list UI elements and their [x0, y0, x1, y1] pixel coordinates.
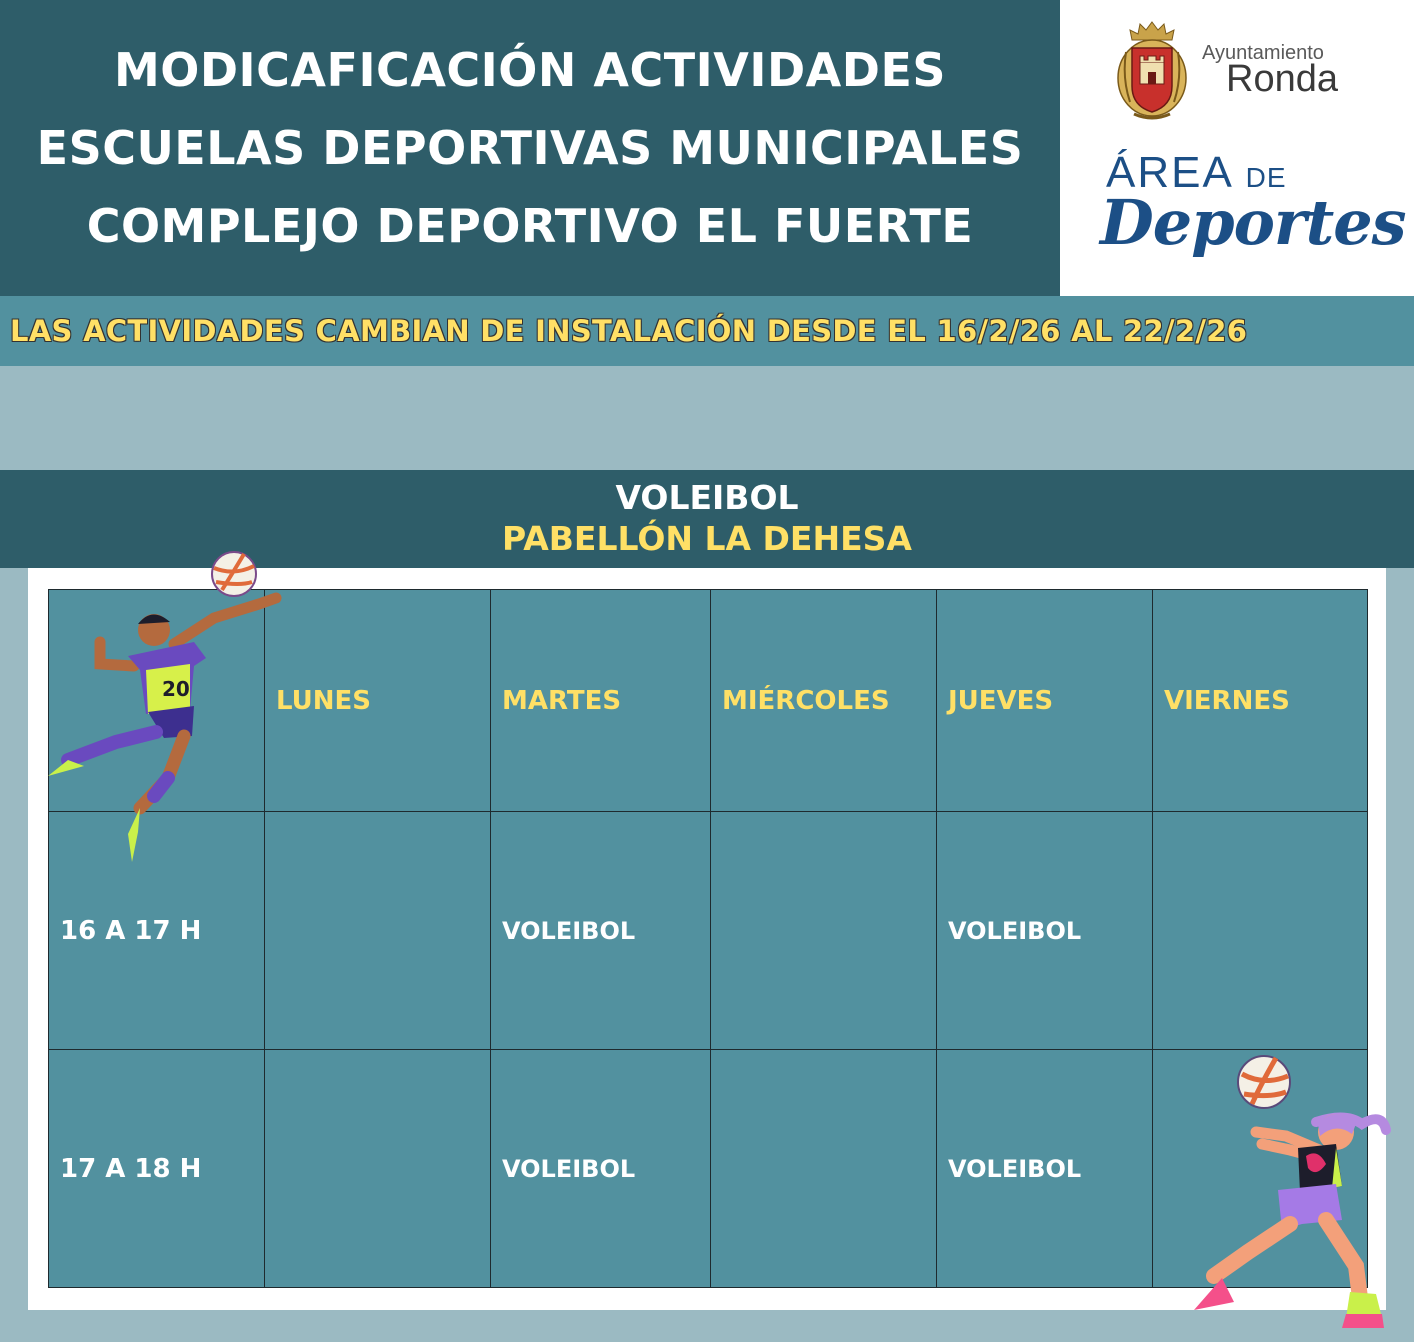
sport-title: VOLEIBOL — [615, 478, 799, 517]
time-slot: 16 A 17 H — [49, 812, 265, 1050]
title-line-2: ESCUELAS DEPORTIVAS MUNICIPALES — [36, 121, 1024, 175]
title-line-3: COMPLEJO DEPORTIVO EL FUERTE — [86, 199, 974, 253]
activity-cell — [711, 1050, 937, 1288]
notice-text: LAS ACTIVIDADES CAMBIAN DE INSTALACIÓN DESDE EL 16/2/26 AL 22/2/26 — [10, 314, 1248, 348]
day-header: JUEVES — [937, 590, 1153, 812]
ronda-label: Ronda — [1226, 58, 1338, 100]
activity-cell — [1153, 812, 1368, 1050]
ronda-crest-icon — [1112, 18, 1192, 126]
activity-cell: VOLEIBOL — [491, 1050, 711, 1288]
day-header: VIERNES — [1153, 590, 1368, 812]
day-header: MIÉRCOLES — [711, 590, 937, 812]
activity-cell — [265, 1050, 491, 1288]
logo-panel — [1060, 0, 1414, 296]
header-title — [0, 0, 1060, 296]
male-volleyball-player-icon — [44, 546, 294, 866]
activity-cell: VOLEIBOL — [937, 812, 1153, 1050]
activity-cell — [711, 812, 937, 1050]
day-header: LUNES — [265, 590, 491, 812]
de-word: DE — [1245, 162, 1287, 193]
time-slot: 17 A 18 H — [49, 1050, 265, 1288]
title-line-1: MODICAFICACIÓN ACTIVIDADES — [113, 43, 946, 97]
area-word: ÁREA — [1106, 148, 1232, 197]
activity-cell — [265, 812, 491, 1050]
venue-title: PABELLÓN LA DEHESA — [502, 519, 912, 558]
deportes-logo-text: Deportes — [1100, 186, 1406, 259]
ayuntamiento-label: Ayuntamiento — [1202, 42, 1324, 64]
day-header: MARTES — [491, 590, 711, 812]
activity-cell: VOLEIBOL — [491, 812, 711, 1050]
table-row — [49, 1050, 1368, 1288]
activity-cell: VOLEIBOL — [937, 1050, 1153, 1288]
female-volleyball-player-icon — [1186, 1052, 1396, 1332]
notice-banner — [0, 296, 1414, 366]
jersey-number: 20 — [162, 677, 190, 701]
